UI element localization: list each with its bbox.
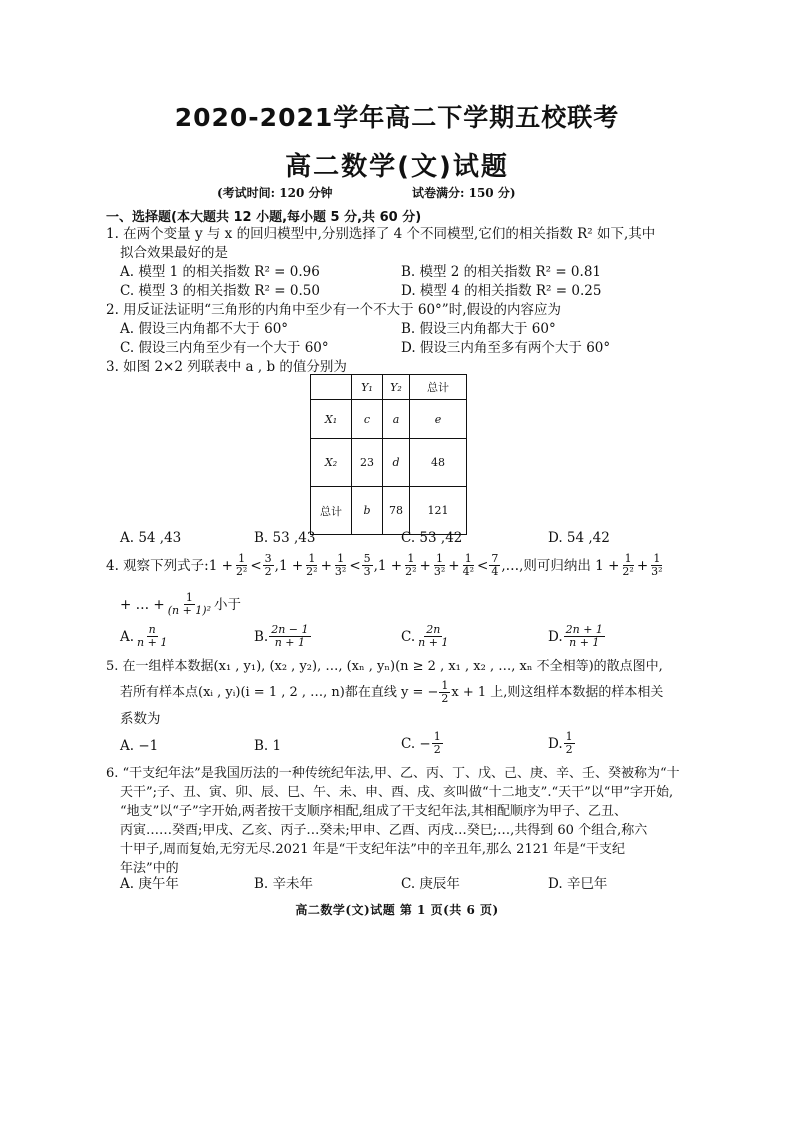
- q5-stem-line3: 系数为: [120, 711, 161, 727]
- fraction: [416, 624, 450, 649]
- option-label: C. −: [401, 735, 431, 752]
- fraction: [135, 624, 169, 649]
- q3-stem: 3. 如图 2×2 列联表中 a , b 的值分别为: [106, 359, 347, 375]
- q4-option-a: [120, 624, 170, 649]
- q6-line: 丙寅……癸酉;甲戌、乙亥、丙子…癸未;甲申、乙酉、丙戌…癸巳;…,共得到 60 个组合,称六: [120, 823, 648, 838]
- q1-stem-line1: 1. 在两个变量 y 与 x 的回归模型中,分别选择了 4 个不同模型,它们的相关指数 R² 如下,其中: [106, 226, 656, 242]
- fraction: [461, 553, 476, 578]
- q6-option-b: B. 辛未年: [254, 876, 314, 892]
- table-row: [311, 439, 467, 487]
- numerator: 1: [653, 552, 661, 565]
- q3-option-c: C. 53 ,42: [401, 530, 463, 546]
- denominator: n + 1: [137, 636, 168, 649]
- q5-option-c: [401, 731, 444, 756]
- numerator: 3: [264, 552, 272, 565]
- fraction: [489, 553, 500, 578]
- fraction: [234, 553, 249, 578]
- table-cell: X₁: [311, 400, 352, 439]
- q5-stem-line2: [120, 680, 663, 705]
- table-header-row: [311, 375, 467, 400]
- table-cell: c: [352, 400, 383, 439]
- fraction: [166, 592, 213, 617]
- q5-option-d: [548, 731, 576, 756]
- table-row: [311, 487, 467, 535]
- table-cell: 23: [352, 439, 383, 487]
- fraction: [432, 553, 447, 578]
- q6-option-c: C. 庚辰年: [401, 876, 460, 892]
- q2-option-b: B. 假设三内角都大于 60°: [401, 321, 556, 337]
- q4-term: 1 +: [208, 557, 233, 574]
- q4-term: ,1 +: [274, 557, 304, 574]
- table-cell: a: [383, 400, 410, 439]
- fraction: [304, 553, 319, 578]
- numerator: 2n: [426, 623, 441, 636]
- denominator: 2: [565, 743, 573, 756]
- q3-option-b: B. 53 ,43: [254, 530, 316, 546]
- q4-lt: <: [477, 557, 489, 574]
- q6-line: “地支”以“子”字开始,两者按干支顺序相配,组成了干支纪年法,其相配顺序为甲子、乙丑、: [120, 804, 627, 819]
- q1-stem-line2: 拟合效果最好的是: [120, 245, 228, 261]
- numerator: 2n − 1: [271, 623, 309, 636]
- numerator: 1: [407, 552, 415, 565]
- q4-plus: +: [419, 557, 431, 574]
- q6-option-d: D. 辛巳年: [548, 876, 608, 892]
- numerator: 1: [624, 552, 632, 565]
- q3-option-d: D. 54 ,42: [548, 530, 610, 546]
- denominator: n + 1: [274, 636, 306, 649]
- fraction: [269, 624, 310, 649]
- q5-text: 若所有样本点(xᵢ , yᵢ)(i = 1 , 2 , …, n)都在直线 y = −: [120, 684, 439, 700]
- q6-line: 十甲子,周而复始,无穷无尽.2021 年是“干支纪年法”中的辛丑年,那么 2121 年是“干支纪: [120, 842, 626, 857]
- denominator: 2²: [306, 565, 318, 578]
- q6-line: 天干”;子、丑、寅、卯、辰、巳、午、未、申、酉、戌、亥叫做“十二地支”.“天干”以“甲”字开始,: [120, 785, 674, 800]
- denominator: 2²: [235, 565, 248, 578]
- numerator: 2n + 1: [565, 623, 603, 636]
- numerator: 1: [433, 730, 441, 743]
- denominator: 4²: [462, 565, 474, 578]
- q4-stem-line1: [106, 553, 666, 578]
- numerator: 1: [238, 552, 246, 565]
- q4-option-d: [548, 624, 606, 649]
- exam-score-note: 试卷满分: 150 分): [412, 186, 516, 200]
- denominator: 3: [363, 565, 371, 578]
- numerator: 1: [185, 591, 193, 604]
- fraction: [333, 553, 348, 578]
- q1-option-c: C. 模型 3 的相关指数 R² = 0.50: [120, 283, 320, 299]
- table-cell: b: [352, 487, 383, 535]
- table-cell: e: [410, 400, 467, 439]
- numerator: 1: [441, 679, 449, 692]
- contingency-table: [310, 374, 467, 535]
- fraction: [432, 731, 443, 756]
- numerator: 1: [565, 730, 573, 743]
- q2-option-a: A. 假设三内角都不大于 60°: [120, 321, 289, 337]
- table-cell: 总计: [410, 375, 467, 400]
- denominator: 4: [491, 565, 499, 578]
- q3-option-a: A. 54 ,43: [120, 530, 182, 546]
- numerator: 1: [436, 552, 444, 565]
- q4-lt: <: [349, 557, 361, 574]
- numerator: 7: [491, 552, 499, 565]
- denominator: n + 1: [569, 636, 600, 649]
- denominator: 2: [264, 565, 272, 578]
- fraction: [564, 624, 605, 649]
- q6-line: 年法”中的: [120, 861, 179, 876]
- option-label: B.: [254, 628, 269, 645]
- q4-option-c: [401, 624, 451, 649]
- page-footer: 高二数学(文)试题 第 1 页(共 6 页): [295, 903, 499, 917]
- numerator: 1: [308, 552, 316, 565]
- q4-term: ,1 +: [373, 557, 403, 574]
- option-label: D.: [548, 628, 563, 645]
- table-cell: 78: [383, 487, 410, 535]
- fraction: [564, 731, 575, 756]
- exam-title: 2020-2021学年高二下学期五校联考: [174, 103, 620, 132]
- fraction: [649, 553, 664, 578]
- denominator: 2²: [622, 565, 634, 578]
- q6-option-a: A. 庚午年: [120, 876, 179, 892]
- q4-plus: +: [320, 557, 332, 574]
- denominator: 3²: [433, 565, 446, 578]
- fraction: [362, 553, 373, 578]
- q2-option-c: C. 假设三内角至少有一个大于 60°: [120, 340, 329, 356]
- q4-lt: <: [250, 557, 262, 574]
- fraction: [439, 680, 450, 705]
- exam-time-note: (考试时间: 120 分钟: [217, 186, 333, 200]
- table-cell: Y₂: [383, 375, 410, 400]
- q1-option-d: D. 模型 4 的相关指数 R² = 0.25: [401, 283, 602, 299]
- paper-subtitle: 高二数学(文)试题: [285, 152, 509, 182]
- table-cell: Y₁: [352, 375, 383, 400]
- denominator: 3²: [651, 565, 663, 578]
- q1-option-a: A. 模型 1 的相关指数 R² = 0.96: [120, 264, 320, 280]
- q5-stem-line1: 5. 在一组样本数据(x₁ , y₁), (x₂ , y₂), …, (xₙ , yₙ)(n ≥ 2 , x₁ , x₂ , …, xₙ 不全相等)的散点图中,: [106, 659, 663, 674]
- q4-stem-line2: [120, 592, 241, 617]
- table-cell: 121: [410, 487, 467, 535]
- denominator: 2²: [405, 565, 417, 578]
- q2-option-d: D. 假设三内角至多有两个大于 60°: [401, 340, 611, 356]
- denominator: 3²: [334, 565, 347, 578]
- q4-plus: +: [448, 557, 460, 574]
- table-row: [311, 400, 467, 439]
- section-heading: 一、选择题(本大题共 12 小题,每小题 5 分,共 60 分): [106, 210, 422, 225]
- q4-plus: +: [636, 557, 649, 574]
- q5-option-a: A. −1: [120, 738, 159, 754]
- q4-term: + … +: [120, 596, 165, 613]
- option-label: A.: [120, 628, 135, 645]
- q4-lead: 4. 观察下列式子:: [106, 557, 209, 574]
- numerator: 1: [464, 552, 472, 565]
- option-label: C.: [401, 628, 416, 645]
- table-cell: d: [383, 439, 410, 487]
- q5-option-b: B. 1: [254, 738, 282, 754]
- table-cell: 总计: [311, 487, 352, 535]
- fraction: [620, 553, 635, 578]
- numerator: n: [148, 623, 156, 636]
- denominator: 2: [441, 692, 449, 705]
- numerator: 5: [363, 552, 371, 565]
- denominator: (n + 1)²: [167, 604, 212, 617]
- table-cell: [311, 375, 352, 400]
- q5-text: x + 1 上,则这组样本数据的样本相关: [451, 684, 664, 700]
- q1-option-b: B. 模型 2 的相关指数 R² = 0.81: [401, 264, 601, 280]
- table-cell: 48: [410, 439, 467, 487]
- denominator: n + 1: [418, 636, 449, 649]
- q4-option-b: [254, 624, 312, 649]
- denominator: 2: [433, 743, 441, 756]
- q4-term: ,…,则可归纳出 1 +: [501, 557, 620, 574]
- fraction: [403, 553, 418, 578]
- numerator: 1: [337, 552, 345, 565]
- table-cell: X₂: [311, 439, 352, 487]
- q6-line: 6. “干支纪年法”是我国历法的一种传统纪年法,甲、乙、丙、丁、戊、己、庚、辛、壬、癸被称为“十: [106, 766, 680, 781]
- q4-term: 小于: [214, 596, 242, 613]
- option-label: D.: [548, 735, 563, 752]
- fraction: [263, 553, 274, 578]
- q2-stem: 2. 用反证法证明“三角形的内角中至少有一个不大于 60°”时,假设的内容应为: [106, 302, 561, 318]
